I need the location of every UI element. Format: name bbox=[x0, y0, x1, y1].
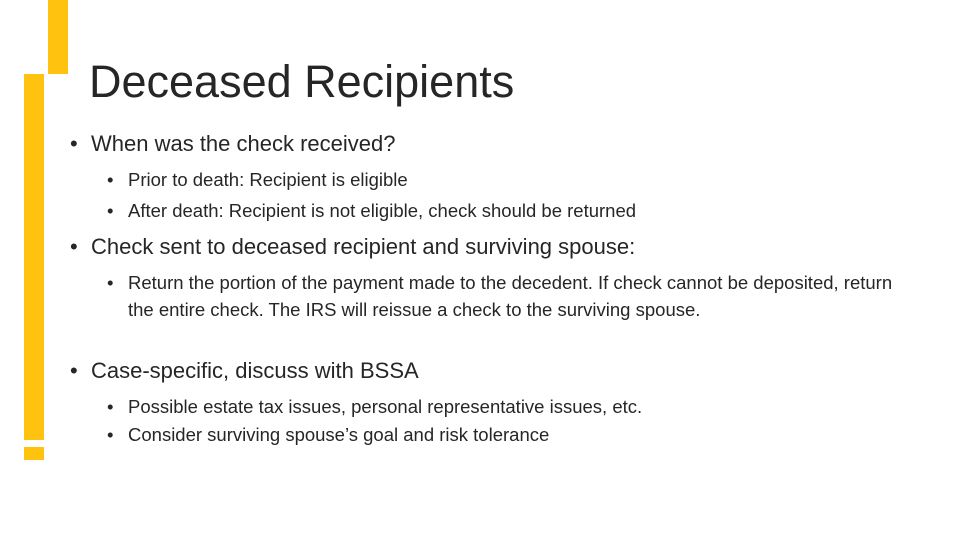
bullet-level2 bbox=[107, 166, 887, 193]
bullet-text: Possible estate tax issues, personal representative issues, etc. bbox=[128, 396, 643, 417]
bullet-text: Return the portion of the payment made to the decedent. If check cannot be deposited, return the entire check. The IRS will reissue a check to the surviving spouse. bbox=[128, 272, 893, 320]
bullet-level2 bbox=[107, 421, 887, 448]
bullet-text: When was the check received? bbox=[91, 131, 396, 156]
bullet-level2 bbox=[107, 197, 887, 224]
bullet-dot: • bbox=[70, 358, 78, 383]
bullet-dot: • bbox=[107, 396, 114, 417]
bullet-level2 bbox=[107, 269, 899, 323]
bullet-level2 bbox=[107, 393, 887, 420]
bullet-text: Consider surviving spouse’s goal and risk tolerance bbox=[128, 424, 550, 445]
bullet-dot: • bbox=[107, 169, 114, 190]
bullet-dot: • bbox=[107, 272, 114, 293]
accent-bar-tab bbox=[24, 447, 44, 460]
bullet-dot: • bbox=[70, 131, 78, 156]
bullet-text: Check sent to deceased recipient and surviving spouse: bbox=[91, 234, 636, 259]
bullet-text: After death: Recipient is not eligible, check should be returned bbox=[128, 200, 637, 221]
bullet-text: Prior to death: Recipient is eligible bbox=[128, 169, 408, 190]
bullet-dot: • bbox=[107, 200, 114, 221]
accent-bar-top bbox=[48, 0, 68, 74]
bullet-dot: • bbox=[70, 234, 78, 259]
accent-bar-side bbox=[24, 74, 44, 440]
slide-title: Deceased Recipients bbox=[89, 56, 515, 107]
bullet-dot: • bbox=[107, 424, 114, 445]
bullet-text: Case-specific, discuss with BSSA bbox=[91, 358, 419, 383]
